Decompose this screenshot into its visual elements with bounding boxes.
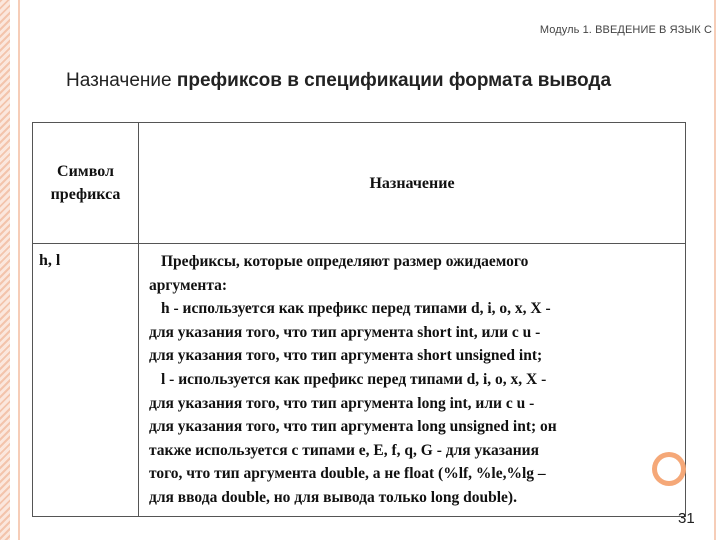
symbol-cell: h, l: [33, 244, 139, 517]
description-line: также используется с типами e, E, f, q, G - для указания: [149, 441, 539, 459]
description-line: для указания того, что тип аргумента long unsigned int; он: [149, 418, 557, 436]
description-line: для указания того, что тип аргумента short int, или с u -: [149, 323, 541, 341]
decorative-frame-left: [0, 0, 10, 540]
description-line: для указания того, что тип аргумента short unsigned int;: [149, 347, 543, 365]
description-line: аргумента:: [149, 276, 228, 294]
slide-title: [66, 70, 611, 92]
slide-title-prefix: Назначение: [66, 70, 177, 91]
description-line: Префиксы, которые определяют размер ожидаемого: [161, 253, 529, 270]
slide-title-bold: префиксов в спецификации формата вывода: [176, 70, 612, 91]
description-line: того, что тип аргумента double, а не float (%lf, %le,%lg –: [149, 465, 546, 483]
description-line: для ввода double, но для вывода только long double).: [149, 488, 517, 506]
prefix-table: [32, 122, 686, 517]
description-line: l - используется как префикс перед типами d, i, o, x, X -: [161, 370, 547, 388]
page-number: 31: [678, 510, 695, 527]
frame-line-left: [18, 0, 20, 540]
header-purpose: Назначение: [139, 123, 686, 244]
description-line: h - используется как префикс перед типами d, i, o, x, X -: [161, 300, 551, 318]
description-cell: [139, 244, 686, 517]
table-header-row: [33, 123, 686, 244]
description-line: для указания того, что тип аргумента long int, или с u -: [149, 394, 535, 412]
frame-line-right: [714, 0, 716, 540]
accent-circle: [652, 452, 686, 486]
table-row: [33, 244, 686, 517]
header-symbol: Символ префикса: [33, 123, 139, 244]
module-header: Модуль 1. ВВЕДЕНИЕ В ЯЗЫК С: [539, 24, 712, 36]
